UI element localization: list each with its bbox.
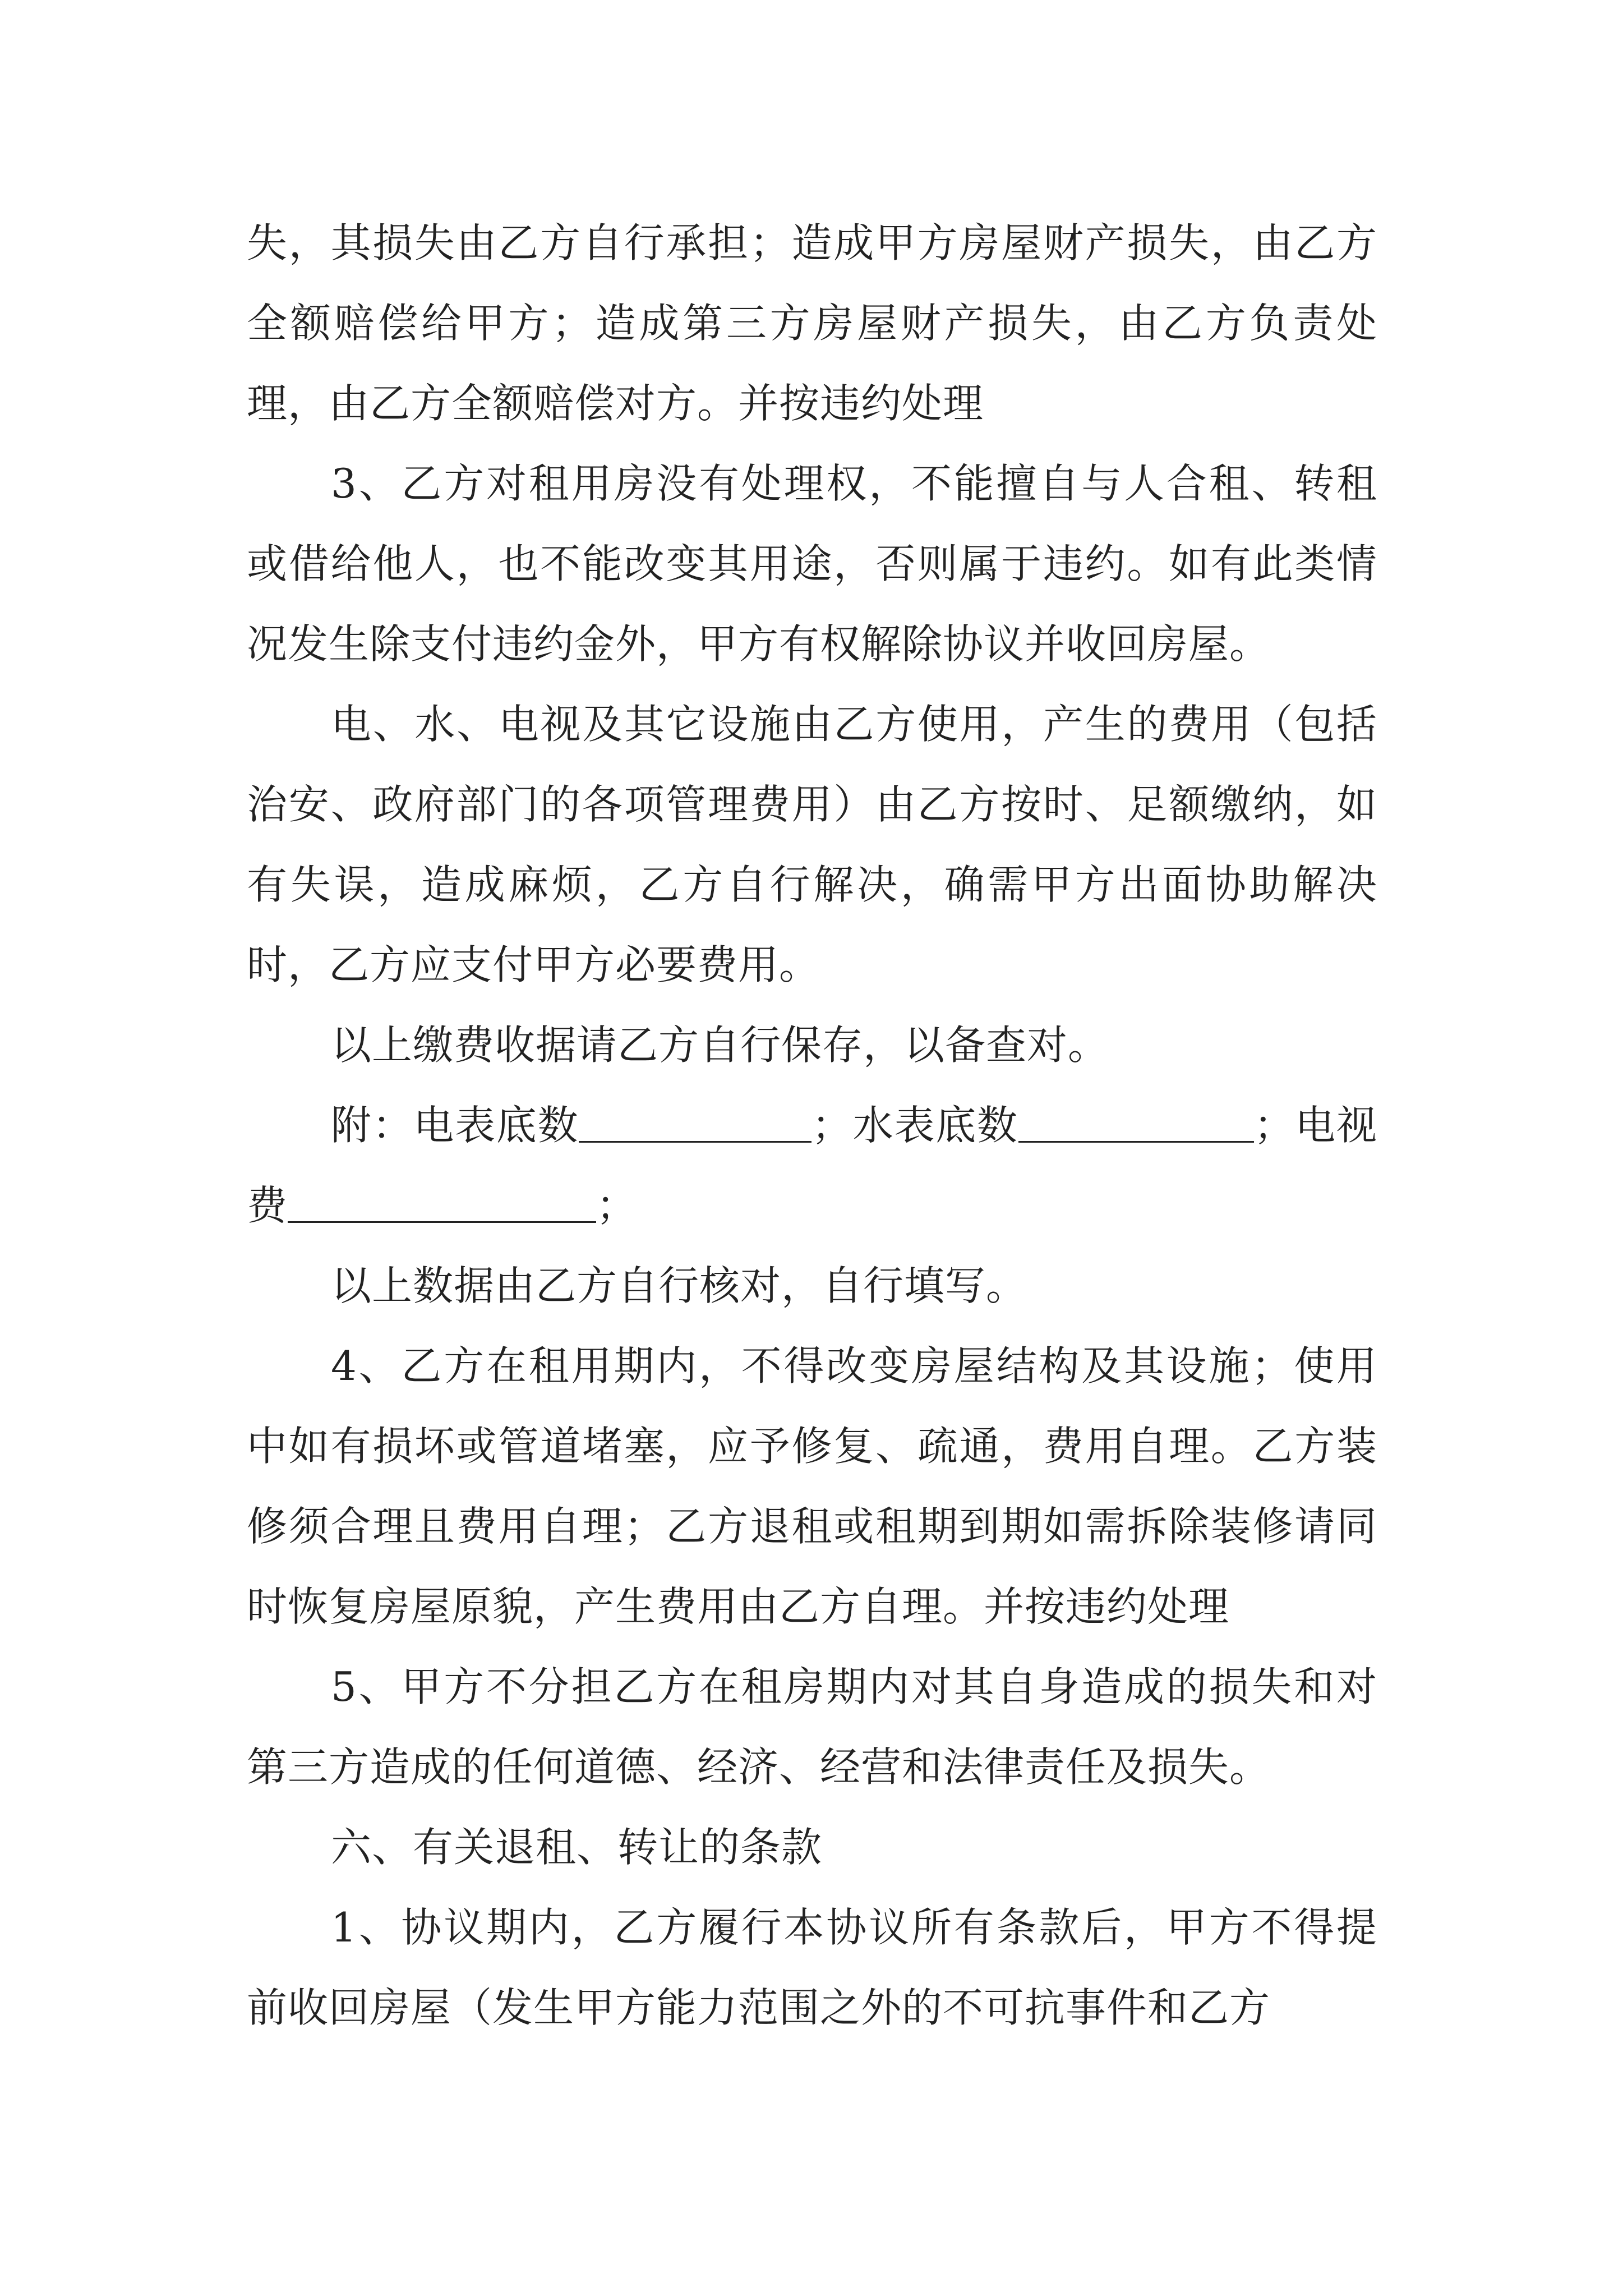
- paragraph-meter-readings: [247, 1085, 1377, 1246]
- paragraph-receipts: 以上缴费收据请乙方自行保存，以备查对。: [331, 1022, 1109, 1069]
- paragraph-clause-3: 3、乙方对租用房没有处理权，不能擅自与人合租、转租或借给他人，也不能改变其用途，否则属于违约。如有此类情况发生除支付违约金外，甲方有权解除协议并收回房屋。: [247, 460, 1377, 668]
- paragraph-self-check: 以上数据由乙方自行核对，自行填写。: [331, 1262, 1027, 1309]
- paragraph-clause-6-1: 1、协议期内，乙方履行本协议所有条款后，甲方不得提前收回房屋（发生甲方能力范围之外的不可抗事件和乙方: [247, 1904, 1377, 2031]
- electric-meter-label: 附：电表底数: [331, 1102, 579, 1149]
- paragraph-clause-5: 5、甲方不分担乙方在租房期内对其自身造成的损失和对第三方造成的任何道德、经济、经营和法律责任及损失。: [247, 1663, 1377, 1791]
- paragraph-loss-liability: 失，其损失由乙方自行承担；造成甲方房屋财产损失，由乙方全额赔偿给甲方；造成第三方房屋财产损失，由乙方负责处理，由乙方全额赔偿对方。并按违约处理: [247, 219, 1377, 427]
- section-heading-6: 六、有关退租、转让的条款: [331, 1824, 823, 1871]
- tv-fee-blank: [288, 1176, 596, 1223]
- water-meter-label: ；水表底数: [811, 1102, 1018, 1149]
- meter-line-end: ；: [596, 1182, 638, 1229]
- paragraph-utilities: 电、水、电视及其它设施由乙方使用，产生的费用（包括治安、政府部门的各项管理费用）由乙方按时、足额缴纳，如有失误，造成麻烦，乙方自行解决，确需甲方出面协助解决时，乙方应支付甲方必要费用。: [247, 701, 1377, 988]
- paragraph-clause-4: 4、乙方在租用期内，不得改变房屋结构及其设施；使用中如有损坏或管道堵塞，应予修复、疏通，费用自理。乙方装修须合理且费用自理；乙方退租或租期到期如需拆除装修请同时恢复房屋原貌，产生费用由乙方自理。并按违约处理: [247, 1342, 1377, 1630]
- tv-fee-label: ；电视费: [247, 1102, 1377, 1229]
- water-meter-blank: [1018, 1096, 1254, 1143]
- document-page: [247, 203, 1377, 2048]
- electric-meter-blank: [579, 1096, 811, 1143]
